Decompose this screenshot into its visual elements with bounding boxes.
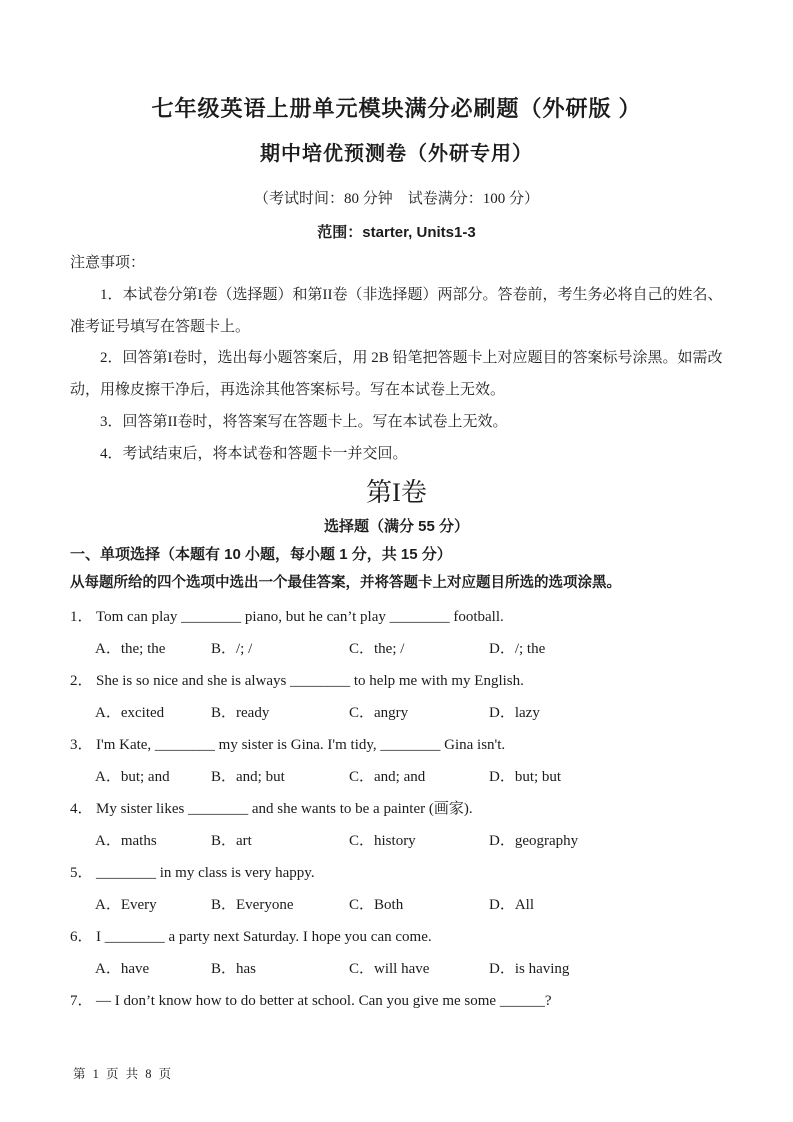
options-row <box>70 697 723 729</box>
option-label: C． <box>349 768 375 785</box>
question-block <box>70 921 723 985</box>
question-text: — I don’t know how to do better at school. Can you give me some ______? <box>96 992 552 1009</box>
question-number: 6． <box>70 928 93 945</box>
part-title: 第I卷 <box>366 477 427 507</box>
option-label: A． <box>95 704 121 721</box>
option-b <box>211 825 349 857</box>
option-a <box>95 953 211 985</box>
option-text: Every <box>120 896 157 913</box>
question-block <box>70 601 723 665</box>
question-block <box>70 985 723 1017</box>
option-a <box>95 761 211 793</box>
notes-section <box>70 248 723 471</box>
option-a <box>95 889 211 921</box>
option-text: ready <box>236 704 270 721</box>
question-text: My sister likes ________ and she wants to be a painter (画家). <box>96 800 473 817</box>
option-text: is having <box>514 960 570 977</box>
question-text: I'm Kate, ________ my sister is Gina. I'm tidy, ________ Gina isn't. <box>96 736 506 753</box>
options-row <box>70 889 723 921</box>
page-subtitle: 期中培优预测卷（外研专用） <box>260 143 533 165</box>
question-number: 4． <box>70 800 93 817</box>
option-text: /; the <box>514 640 546 657</box>
exam-time-score-line: （考试时间：80 分钟 试卷满分：100 分） <box>253 191 539 207</box>
option-b <box>211 761 349 793</box>
question-line <box>70 921 723 953</box>
questions-list <box>70 601 723 1017</box>
question-number: 2． <box>70 672 93 689</box>
options-row <box>70 633 723 665</box>
option-label: C． <box>349 960 375 977</box>
option-text: will have <box>374 960 430 977</box>
question-line <box>70 665 723 697</box>
options-row <box>70 761 723 793</box>
option-b <box>211 889 349 921</box>
option-label: B． <box>211 896 237 913</box>
option-text: geography <box>514 832 579 849</box>
question-block <box>70 857 723 921</box>
question-line <box>70 857 723 889</box>
option-text: the; / <box>374 640 405 657</box>
question-text: Tom can play ________ piano, but he can’t play ________ football. <box>96 608 504 625</box>
option-d <box>489 633 723 665</box>
option-text: excited <box>120 704 165 721</box>
option-c <box>349 889 489 921</box>
options-row <box>70 825 723 857</box>
question-number: 5． <box>70 864 93 881</box>
question-number: 3． <box>70 736 93 753</box>
option-label: D． <box>489 704 515 721</box>
option-text: maths <box>120 832 157 849</box>
question-line <box>70 729 723 761</box>
note-item: 3．回答第II卷时，将答案写在答题卡上。写在本试卷上无效。 <box>100 413 508 430</box>
option-b <box>211 953 349 985</box>
option-label: D． <box>489 896 515 913</box>
section-title: 选择题（满分 55 分） <box>323 517 470 535</box>
option-label: A． <box>95 960 121 977</box>
option-label: D． <box>489 960 515 977</box>
question-number: 1． <box>70 608 93 625</box>
exam-scope-line: 范围：starter, Units1-3 <box>317 224 476 241</box>
notes-label: 注意事项： <box>70 255 146 271</box>
option-a <box>95 825 211 857</box>
option-text: and; and <box>374 768 426 785</box>
option-label: B． <box>211 704 237 721</box>
option-text: but; and <box>120 768 170 785</box>
option-c <box>349 825 489 857</box>
question-line <box>70 601 723 633</box>
option-text: art <box>236 832 252 849</box>
section-instruction: 从每题所给的四个选项中选出一个最佳答案，并将答题卡上对应题目所选的选项涂黑。 <box>70 574 621 591</box>
question-text: ________ in my class is very happy. <box>96 864 315 881</box>
question-number: 7． <box>70 992 93 1009</box>
option-text: /; / <box>236 640 253 657</box>
option-c <box>349 697 489 729</box>
option-text: has <box>236 960 257 977</box>
option-label: B． <box>211 768 237 785</box>
option-label: C． <box>349 704 375 721</box>
note-item: 4．考试结束后，将本试卷和答题卡一并交回。 <box>100 445 408 462</box>
option-text: lazy <box>514 704 540 721</box>
option-text: All <box>514 896 535 913</box>
option-d <box>489 697 723 729</box>
option-label: A． <box>95 896 121 913</box>
note-item: 1．本试卷分第I卷（选择题）和第II卷（非选择题）两部分。答卷前，考生务必将自己的姓名、准考证号填写在答题卡上。 <box>70 286 723 335</box>
option-label: B． <box>211 960 237 977</box>
option-text: Both <box>374 896 404 913</box>
option-label: B． <box>211 640 237 657</box>
option-label: D． <box>489 768 515 785</box>
option-a <box>95 697 211 729</box>
question-block <box>70 793 723 857</box>
option-text: have <box>120 960 150 977</box>
note-item: 2．回答第I卷时，选出每小题答案后，用 2B 铅笔把答题卡上对应题目的答案标号涂黑。如需改动，用橡皮擦干净后，再选涂其他答案标号。写在本试卷上无效。 <box>70 350 723 399</box>
option-c <box>349 761 489 793</box>
option-a <box>95 633 211 665</box>
option-d <box>489 761 723 793</box>
page-number-footer: 第 1 页 共 8 页 <box>73 1067 174 1081</box>
question-text: She is so nice and she is always ________ to help me with my English. <box>96 672 524 689</box>
options-row <box>70 953 723 985</box>
option-text: the; the <box>120 640 166 657</box>
option-b <box>211 633 349 665</box>
option-c <box>349 633 489 665</box>
option-d <box>489 953 723 985</box>
option-text: history <box>374 832 416 849</box>
option-label: D． <box>489 640 515 657</box>
option-label: B． <box>211 832 237 849</box>
option-label: C． <box>349 640 375 657</box>
option-text: angry <box>374 704 409 721</box>
option-label: A． <box>95 768 121 785</box>
subsection-title: 一、单项选择（本题有 10 小题，每小题 1 分，共 15 分） <box>70 545 452 563</box>
option-label: A． <box>95 832 121 849</box>
question-block <box>70 665 723 729</box>
option-label: A． <box>95 640 121 657</box>
option-label: C． <box>349 896 375 913</box>
question-line <box>70 793 723 825</box>
question-line <box>70 985 723 1017</box>
option-c <box>349 953 489 985</box>
option-label: D． <box>489 832 515 849</box>
option-text: and; but <box>236 768 285 785</box>
question-text: I ________ a party next Saturday. I hope you can come. <box>96 928 432 945</box>
option-d <box>489 825 723 857</box>
option-label: C． <box>349 832 375 849</box>
option-b <box>211 697 349 729</box>
option-text: but; but <box>514 768 562 785</box>
option-d <box>489 889 723 921</box>
question-block <box>70 729 723 793</box>
option-text: Everyone <box>236 896 294 913</box>
page-title: 七年级英语上册单元模块满分必刷题（外研版 ） <box>151 96 642 121</box>
